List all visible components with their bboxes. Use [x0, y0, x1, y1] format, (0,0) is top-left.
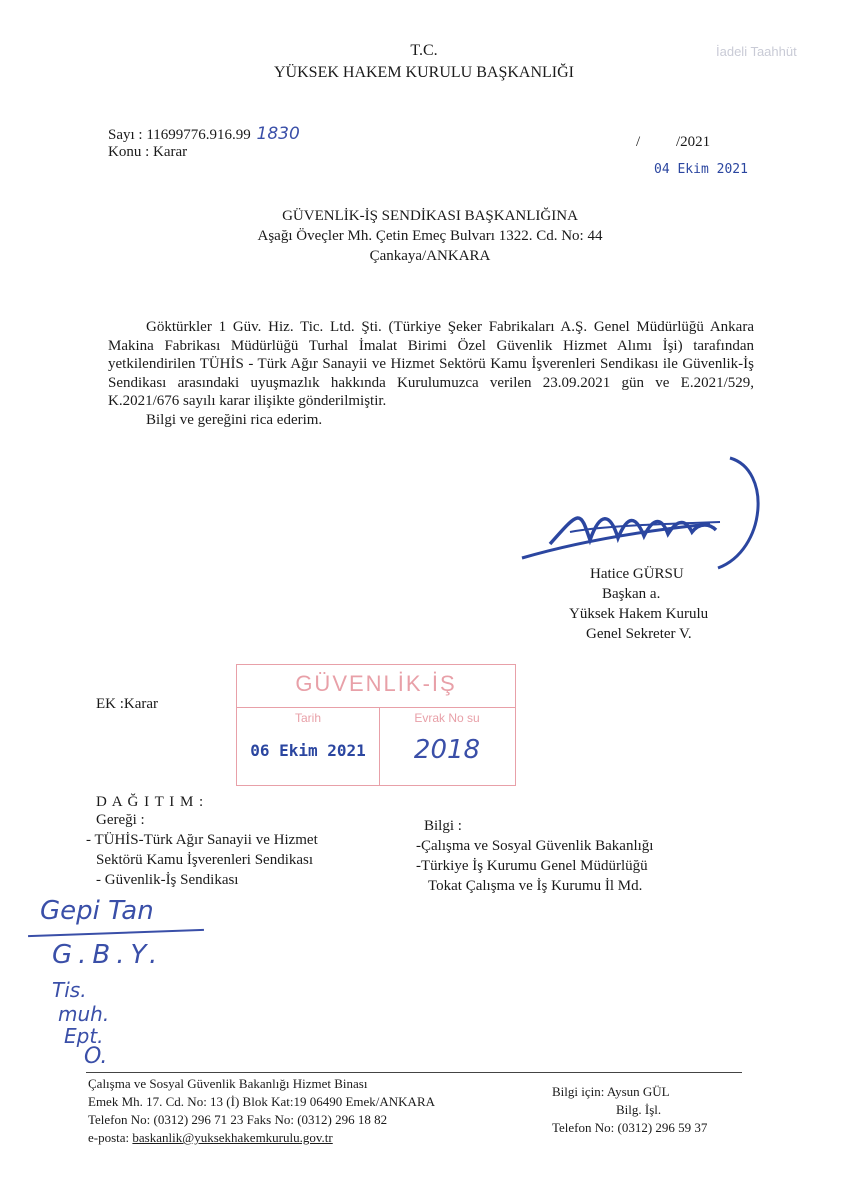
distribution-bilgi-label: Bilgi :	[424, 818, 462, 834]
handwritten-note: Ept.	[64, 1024, 104, 1048]
distribution-gereği-label: Gereği :	[96, 812, 145, 828]
signature-mark	[510, 440, 780, 575]
handwritten-note: muh.	[58, 1002, 110, 1026]
handwritten-note: Tis.	[52, 978, 87, 1002]
footer-rule	[86, 1072, 742, 1073]
recipient-address-line2: Çankaya/ANKARA	[369, 248, 491, 264]
konu-value: : Karar	[145, 144, 188, 160]
recipient-address-line1: Aşağı Öveçler Mh. Çetin Emeç Bulvarı 1322. Cd. No: 44	[257, 228, 603, 244]
distribution-gereği-item: - TÜHİS-Türk Ağır Sanayii ve Hizmet	[86, 832, 318, 848]
body-paragraph: Göktürkler 1 Güv. Hiz. Tic. Ltd. Şti. (Türkiye Şeker Fabrikaları A.Ş. Genel Müdürlüğü Ankara Makina Fabrikası Müdürlüğü Turhal İmalat Birimi Özel Güvenlik Hizmet Alımı İşi) tarafından yetkilendirilen TÜHİS - Türk Ağır Sanayii ve Hizmet Sektörü Kamu İşverenleri Sendikası ile Güvenlik-İş Sendikası arasındaki uyuşmazlık hakkında Kurulumuzca verilen 23.09.2021 gün ve E.2021/529, K.2021/676 sayılı karar ilişikte gönderilmiştir.	[108, 319, 754, 410]
date-year: /2021	[676, 134, 711, 150]
date-stamp: 04 Ekim 2021	[654, 162, 748, 177]
date-slash: /	[636, 134, 641, 150]
distribution-gereği-item: Sektörü Kamu İşverenleri Sendikası	[96, 852, 314, 868]
konu-line	[108, 144, 187, 161]
handwritten-underline	[28, 929, 204, 937]
sayi-line	[108, 124, 300, 144]
footer-info-contact: Bilgi için: Aysun GÜL	[552, 1084, 670, 1099]
signer-title-1: Başkan a.	[602, 586, 661, 602]
footer-address-line1: Çalışma ve Sosyal Güvenlik Bakanlığı Hizmet Binası	[88, 1076, 368, 1091]
konu-label: Konu	[108, 144, 142, 160]
signer-title-3: Genel Sekreter V.	[586, 626, 692, 642]
handwritten-note: G.B.Y.	[52, 940, 164, 970]
sayi-value: : 11699776.916.99	[138, 127, 251, 143]
letter-body	[108, 318, 754, 430]
registered-mail-stamp: İadeli Taahhüt	[716, 44, 797, 59]
receipt-stamp-date: 06 Ekim 2021	[250, 741, 366, 760]
handwritten-note: Gepi Tan	[40, 896, 154, 926]
footer-info-title: Bilg. İşl.	[616, 1102, 662, 1117]
footer-address-line2: Emek Mh. 17. Cd. No: 13 (İ) Blok Kat:19 06490 Emek/ANKARA	[88, 1094, 436, 1109]
attachment-label: EK :Karar	[96, 696, 159, 712]
handwritten-note: O.	[84, 1044, 108, 1069]
sayi-handwritten-number: 1830	[256, 124, 300, 144]
receipt-stamp-org: GÜVENLİK-İŞ	[295, 671, 457, 696]
header-institution: YÜKSEK HAKEM KURULU BAŞKANLIĞI	[274, 64, 574, 81]
distribution-title: D A Ğ I T I M :	[96, 794, 205, 810]
header-tc: T.C.	[410, 42, 438, 59]
footer-phone: Telefon No: (0312) 296 71 23 Faks No: (0312) 296 18 82	[88, 1112, 388, 1127]
distribution-bilgi-item: -Türkiye İş Kurumu Genel Müdürlüğü	[416, 858, 648, 874]
sayi-label: Sayı	[108, 127, 135, 143]
receipt-stamp-divider	[237, 707, 515, 708]
distribution-bilgi-item: Tokat Çalışma ve İş Kurumu İl Md.	[428, 878, 643, 894]
signer-title-2: Yüksek Hakem Kurulu	[569, 606, 709, 622]
footer-email-label: e-posta:	[88, 1130, 130, 1145]
recipient-name: GÜVENLİK-İŞ SENDİKASI BAŞKANLIĞINA	[282, 208, 578, 224]
distribution-bilgi-item: -Çalışma ve Sosyal Güvenlik Bakanlığı	[416, 838, 654, 854]
signer-name: Hatice GÜRSU	[590, 566, 684, 582]
receipt-stamp-number-header: Evrak No su	[414, 711, 480, 725]
body-closing: Bilgi ve gereğini rica ederim.	[146, 411, 323, 428]
receipt-stamp	[236, 664, 516, 786]
footer-info-phone: Telefon No: (0312) 296 59 37	[552, 1120, 708, 1135]
footer-email-line	[88, 1130, 333, 1146]
footer-email-link[interactable]: baskanlik@yuksekhakemkurulu.gov.tr	[132, 1130, 333, 1145]
distribution-gereği-item: - Güvenlik-İş Sendikası	[96, 872, 239, 888]
receipt-stamp-number: 2018	[413, 735, 481, 765]
receipt-stamp-date-header: Tarih	[294, 711, 321, 725]
